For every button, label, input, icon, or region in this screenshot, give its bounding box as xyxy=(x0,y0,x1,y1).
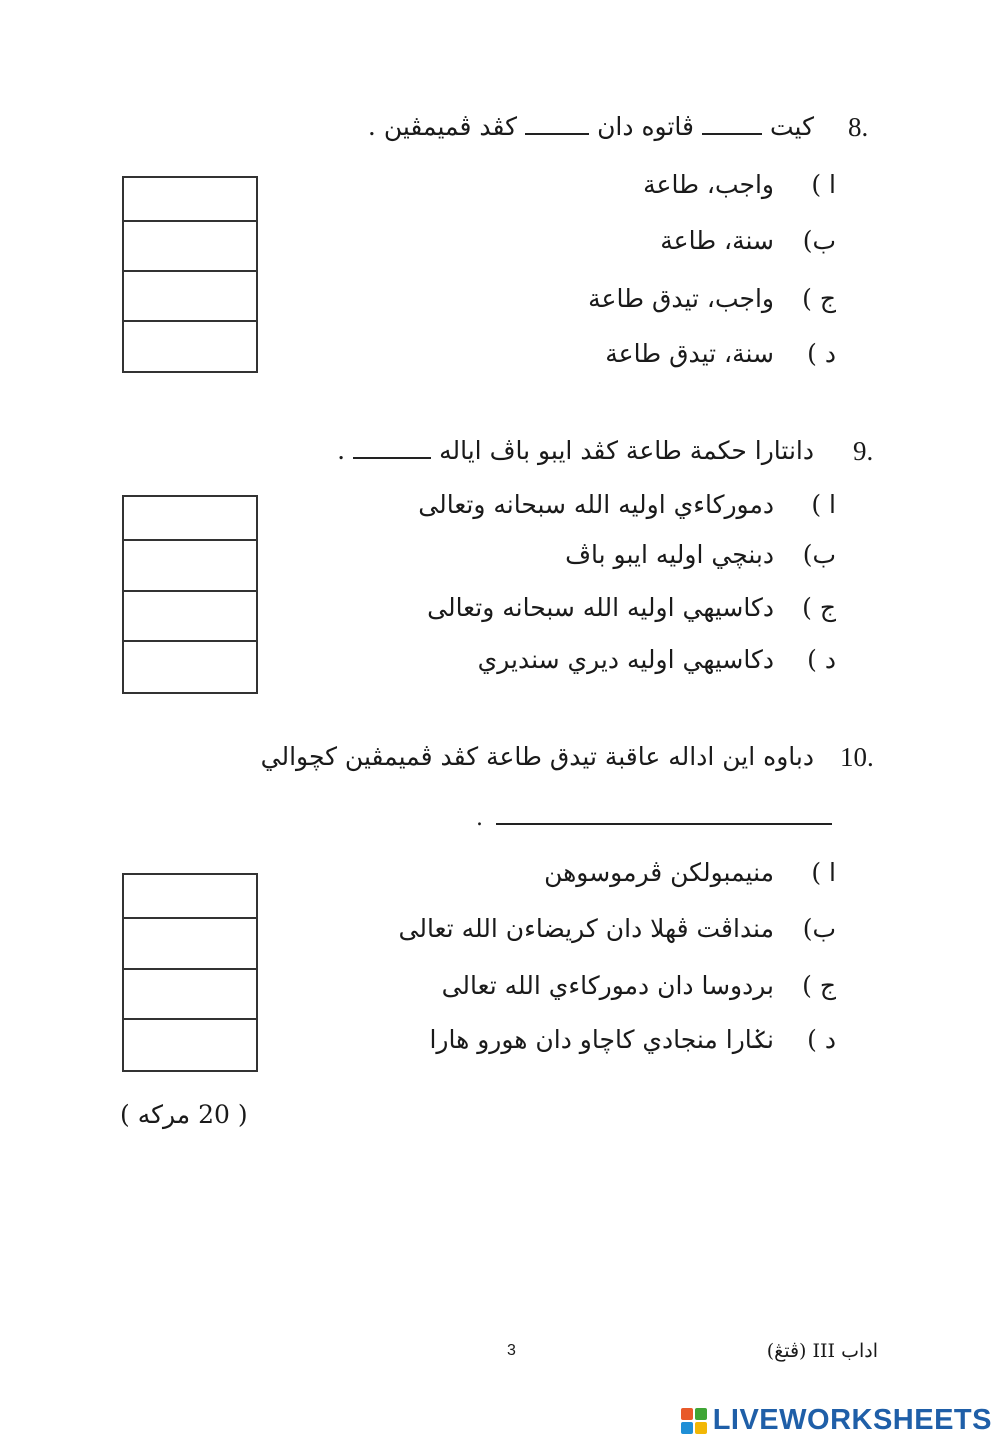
answer-cell[interactable] xyxy=(124,222,256,272)
footer-title: اداب III (ڤتڠ) xyxy=(766,1340,878,1362)
answer-blank xyxy=(702,125,762,135)
liveworksheets-logo xyxy=(681,1404,992,1437)
answer-cell[interactable] xyxy=(124,642,256,692)
option-letter: د ) xyxy=(807,339,836,368)
option-text: دكاسيهي اوليه الله سبحانه وتعالى xyxy=(427,593,774,622)
answer-blank xyxy=(496,823,832,825)
question-number: 10. xyxy=(840,742,874,772)
answer-box xyxy=(122,873,258,1072)
option-text: منداڤت ڤهلا دان كريضاءن الله تعالى xyxy=(398,914,774,943)
answer-cell[interactable] xyxy=(124,875,256,919)
answer-cell[interactable] xyxy=(124,592,256,642)
option xyxy=(588,284,836,313)
option xyxy=(565,540,836,569)
answer-cell[interactable] xyxy=(124,1020,256,1070)
logo-square xyxy=(681,1422,693,1434)
question-text-part: كيت xyxy=(770,112,814,141)
question-text xyxy=(368,112,814,141)
option-text: واجب، طاعة xyxy=(643,170,774,199)
logo-text: LIVEWORKSHEETS xyxy=(712,1404,992,1436)
sentence-period: . xyxy=(476,806,483,831)
option-text: دموركاءي اوليه الله سبحانه وتعالى xyxy=(418,490,774,519)
option-letter: ج ) xyxy=(802,284,836,313)
option-letter: ب) xyxy=(802,914,836,943)
option-letter: ب) xyxy=(802,226,836,255)
answer-blank xyxy=(525,125,589,135)
logo-square xyxy=(695,1408,707,1420)
option-text: بردوسا دان دموركاءي الله تعالى xyxy=(441,971,774,1000)
option xyxy=(643,170,836,199)
option xyxy=(427,593,836,622)
option-text: دكاسيهي اوليه ديري سنديري xyxy=(477,645,774,674)
answer-blank xyxy=(353,449,431,459)
option-text: سنة، تيدق طاعة xyxy=(605,339,774,368)
option-text: واجب، تيدق طاعة xyxy=(588,284,774,313)
page-number: 3 xyxy=(507,1342,516,1359)
option-letter: د ) xyxy=(807,1025,836,1054)
option-text: منيمبولكن ڤرموسوهن xyxy=(544,858,774,887)
logo-square xyxy=(695,1422,707,1434)
question-text-part: دانتارا حكمة طاعة كڤد ايبو باڤ اياله xyxy=(439,436,814,465)
question-text xyxy=(337,436,814,465)
option xyxy=(605,339,836,368)
answer-cell[interactable] xyxy=(124,272,256,322)
answer-cell[interactable] xyxy=(124,497,256,541)
option xyxy=(544,858,836,887)
answer-cell[interactable] xyxy=(124,919,256,970)
answer-cell[interactable] xyxy=(124,322,256,371)
option xyxy=(478,645,836,674)
option-text: نݢارا منجادي كاچاو دان هورو هارا xyxy=(429,1025,774,1054)
option-letter: ا ) xyxy=(811,858,836,887)
question-text: دباوه اين اداله عاقبة تيدق طاعة كڤد ڤميمڤين كچوالي xyxy=(260,742,814,771)
question-number: 9. xyxy=(853,436,874,466)
logo-icon xyxy=(681,1408,707,1434)
option xyxy=(660,226,836,255)
question-text-part: ڤاتوه دان xyxy=(597,112,694,141)
question-number: 8. xyxy=(848,112,869,142)
option-text: دبنچي اوليه ايبو باڤ xyxy=(565,540,774,569)
option xyxy=(442,971,836,1000)
logo-square xyxy=(681,1408,693,1420)
option-letter: ج ) xyxy=(802,593,836,622)
option-letter: د ) xyxy=(807,645,836,674)
option xyxy=(418,490,836,519)
answer-cell[interactable] xyxy=(124,178,256,222)
answer-box xyxy=(122,495,258,694)
option-letter: ب) xyxy=(802,540,836,569)
option-letter: ا ) xyxy=(811,170,836,199)
answer-cell[interactable] xyxy=(124,541,256,592)
option-letter: ا ) xyxy=(811,490,836,519)
answer-box xyxy=(122,176,258,373)
answer-cell[interactable] xyxy=(124,970,256,1020)
option xyxy=(429,1025,836,1054)
question-text-part: . xyxy=(337,436,346,465)
question-text-part: كڤد ڤميمڤين . xyxy=(367,112,518,141)
option-letter: ج ) xyxy=(802,971,836,1000)
marks-label: ( 20 مركه ) xyxy=(120,1100,248,1129)
option-text: سنة، طاعة xyxy=(660,226,774,255)
option xyxy=(399,914,836,943)
